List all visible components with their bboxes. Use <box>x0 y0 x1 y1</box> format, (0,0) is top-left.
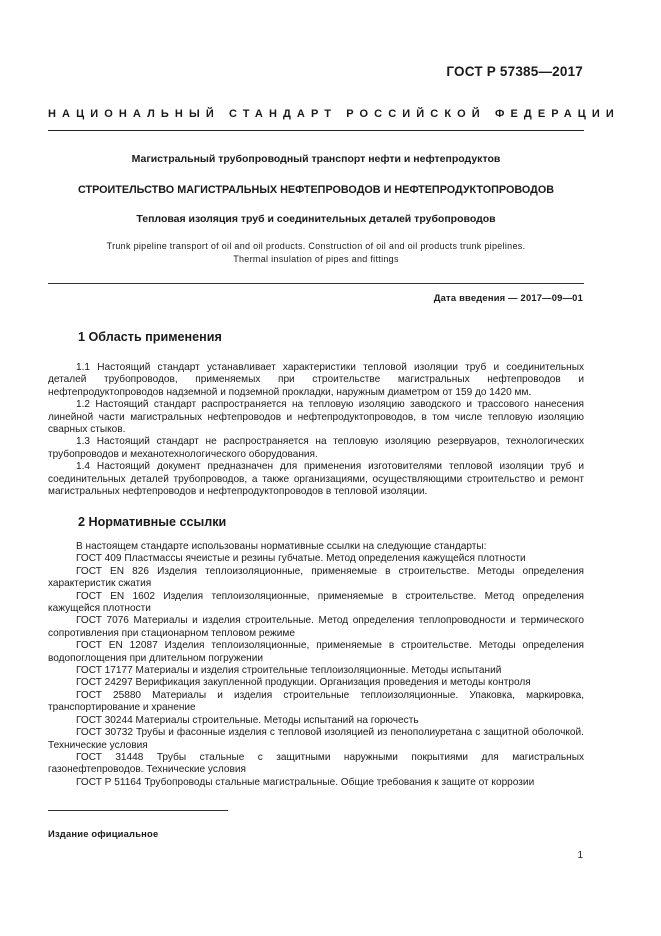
english-title-line-1: Trunk pipeline transport of oil and oil products. Construction of oil and oil products trunk pipelines. <box>106 241 526 251</box>
paragraph: 1.1 Настоящий стандарт устанавливает характеристики тепловой изоляции труб и соединительных деталей трубопроводов, применяемых при строительстве магистральных нефтепроводов и нефтепродуктопроводов надземной и подземной прокладки, наружным диаметром от 159 до 1420 мм. <box>48 362 584 398</box>
reference-item: ГОСТ 30244 Материалы строительные. Методы испытаний на горючесть <box>76 714 419 726</box>
reference-item: ГОСТ 30732 Трубы и фасонные изделия с тепловой изоляцией из пенополиуретана с защитной оболочкой. Технические условия <box>48 727 584 751</box>
reference-item: ГОСТ EN 1602 Изделия теплоизоляционные, применяемые в строительстве. Метод определения кажущейся плотности <box>48 590 584 615</box>
paragraph: 1.2 Настоящий стандарт распространяется на тепловую изоляцию заводского и трассового нанесения линейной части магистральных нефтепроводов и нефтепродуктопроводов, в том числе тепловую изоляцию сварных стыков. <box>48 399 584 436</box>
section-1-heading: 1 Область применения <box>78 330 222 344</box>
reference-item: ГОСТ 24297 Верификация закупленной продукции. Организация проведения и методы контроля <box>76 677 531 689</box>
title-line-2: СТРОИТЕЛЬСТВО МАГИСТРАЛЬНЫХ НЕФТЕПРОВОДОВ И НЕФТЕПРОДУКТОПРОВОДОВ <box>77 184 555 196</box>
title-divider <box>48 283 584 284</box>
section-2-heading: 2 Нормативные ссылки <box>78 515 227 529</box>
official-edition-label: Издание официальное <box>48 828 159 839</box>
reference-item: ГОСТ 17177 Материалы и изделия строительные теплоизоляционные. Методы испытаний <box>76 665 502 677</box>
reference-item: ГОСТ 7076 Материалы и изделия строительные. Метод определения теплопроводности и термического сопротивления при стационарном тепловом режиме <box>48 615 584 639</box>
reference-item: ГОСТ 409 Пластмассы ячеистые и резины губчатые. Метод определения кажущейся плотности <box>76 553 526 565</box>
title-line-3: Тепловая изоляция труб и соединительных деталей трубопроводов <box>136 213 496 225</box>
paragraph: 1.4 Настоящий документ предназначен для применения изготовителями тепловой изоляции труб и соединительных деталей трубопроводов, а также организациями, осуществляющими строительство и ремонт магистральных нефтепроводов и нефтепродуктопроводов в тепловой изоляции. <box>48 461 584 498</box>
paragraph: 1.3 Настоящий стандарт не распространяется на тепловую изоляцию резервуаров, технологических трубопроводов и механотехнологического оборудования. <box>48 436 584 460</box>
english-title <box>48 240 584 266</box>
reference-item: ГОСТ 25880 Материалы и изделия строительные теплоизоляционные. Упаковка, маркировка, транспортирование и хранение <box>48 689 584 714</box>
footer-divider <box>48 810 228 811</box>
english-title-line-2: Thermal insulation of pipes and fittings <box>233 254 399 264</box>
top-divider <box>48 130 584 131</box>
title-line-1: Магистральный трубопроводный транспорт нефти и нефтепродуктов <box>131 153 501 165</box>
reference-item: ГОСТ Р 51164 Трубопроводы стальные магистральные. Общие требования к защите от коррозии <box>76 776 535 788</box>
introduction-date: Дата введения — 2017—09—01 <box>433 292 583 303</box>
paragraph: В настоящем стандарте использованы нормативные ссылки на следующие стандарты: <box>76 541 487 552</box>
reference-item: ГОСТ 31448 Трубы стальные с защитными наружными покрытиями для магистральных газонефтепроводов. Технические условия <box>48 751 584 776</box>
page-number: 1 <box>577 850 583 861</box>
reference-item: ГОСТ EN 826 Изделия теплоизоляционные, применяемые в строительстве. Методы определения характеристик сжатия <box>48 565 584 590</box>
section-2-body <box>48 541 584 789</box>
reference-item: ГОСТ EN 12087 Изделия теплоизоляционные, применяемые в строительстве. Методы определения водопоглощения при длительном погружении <box>48 640 584 664</box>
document-code: ГОСТ Р 57385—2017 <box>446 64 583 79</box>
national-standard-banner: НАЦИОНАЛЬНЫЙ СТАНДАРТ РОССИЙСКОЙ ФЕДЕРАЦИИ <box>48 108 620 120</box>
section-1-body <box>48 362 584 498</box>
